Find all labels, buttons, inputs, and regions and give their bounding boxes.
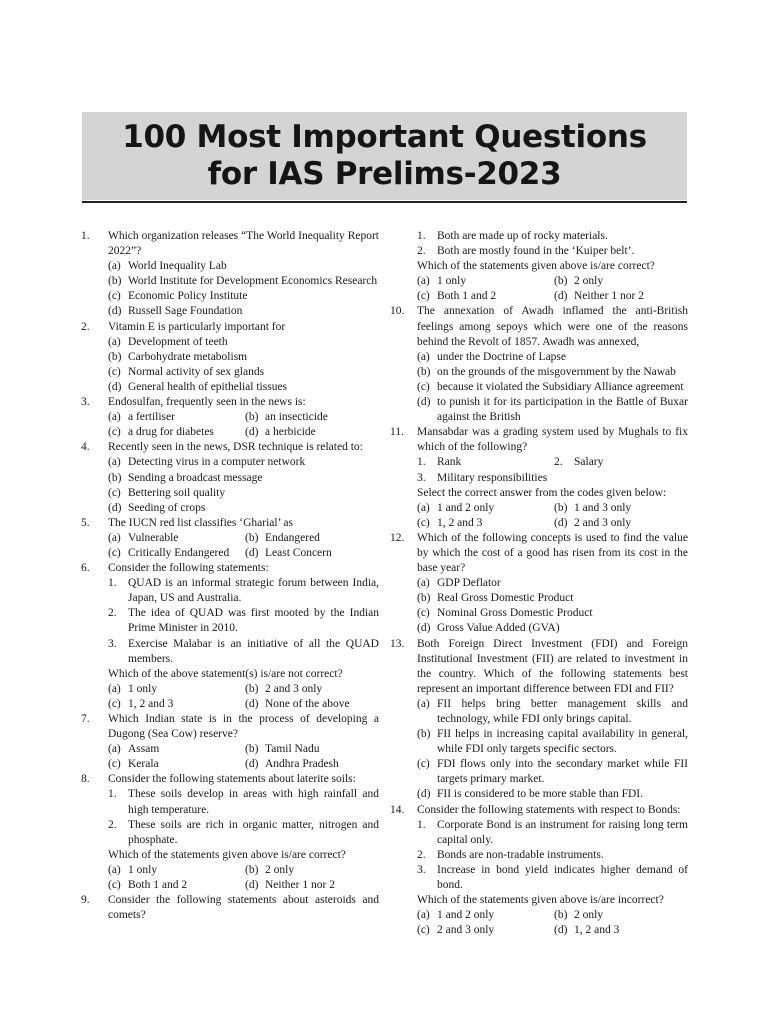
question-text: The annexation of Awadh inflamed the anti-British feelings among sepoys which were one of the reasons behind the Revolt of 1857. Awadh was annexed,: [417, 305, 688, 348]
question-prompt: Which of the statements given above is/are correct?: [417, 260, 655, 273]
statement-3: 3. Exercise Malabar is an initiative of all the QUAD members.: [108, 637, 379, 665]
option-d: (d) Neither 1 nor 2: [245, 879, 335, 892]
options-row: [108, 531, 379, 546]
question-10: [390, 304, 688, 349]
question-text: The IUCN red list classifies ‘Gharial’ as: [108, 516, 294, 529]
question-9-continued: [390, 229, 688, 304]
option-c: (c) 1, 2 and 3: [417, 516, 483, 529]
question-text: Consider the following statements:: [108, 562, 269, 575]
option-c: (c) Economic Policy Institute: [108, 290, 248, 303]
question-5: [81, 516, 379, 531]
question-text: Vitamin E is particularly important for: [108, 320, 286, 333]
option-c: (c) Nominal Gross Domestic Product: [417, 607, 593, 620]
option-d: (d) Russell Sage Foundation: [108, 305, 243, 318]
question-7: [81, 712, 379, 742]
option-c: (c) Both 1 and 2: [417, 290, 497, 303]
option-b: (b) Endangered: [245, 531, 320, 544]
question-number: 5.: [81, 516, 90, 529]
question-prompt: Which of the above statement(s) is/are not correct?: [108, 667, 343, 680]
statement-3: 3. Military responsibilities: [417, 471, 548, 484]
question-12: [390, 531, 688, 576]
statement-2: 2. Both are mostly found in the ‘Kuiper belt’.: [417, 245, 635, 258]
question-text: Consider the following statements about laterite soils:: [108, 773, 356, 786]
question-number: 7.: [81, 713, 90, 725]
right-column: [390, 229, 688, 938]
question-6: [81, 561, 379, 576]
statement-1: 1. QUAD is an informal strategic forum between India, Japan, US and Australia.: [108, 577, 379, 605]
option-a: (a) 1 and 2 only: [417, 501, 495, 514]
option-a: (a) GDP Deflator: [417, 577, 501, 590]
option-d: (d) Neither 1 nor 2: [554, 290, 644, 303]
option-d: (d) 2 and 3 only: [554, 516, 632, 529]
option-b: (b) 2 only: [554, 275, 604, 288]
option-b: (b) World Institute for Development Economics Research: [108, 275, 378, 288]
option-d: (d) Andhra Pradesh: [245, 758, 339, 771]
question-4: [81, 440, 379, 455]
options-row: [108, 863, 379, 878]
question-text: Which of the following concepts is used to find the value by which the cost of a good has risen from its cost in the base year?: [417, 531, 688, 575]
option-b: (b) Carbohydrate metabolism: [108, 350, 248, 363]
question-number: 6.: [81, 562, 90, 575]
option-b: (b) Sending a broadcast message: [108, 471, 263, 484]
option-c: (c) FDI flows only into the secondary market while FII targets primary market.: [417, 758, 688, 786]
option-b: (b) 1 and 3 only: [554, 501, 632, 514]
question-text: Endosulfan, frequently seen in the news is:: [108, 396, 306, 409]
question-number: 2.: [81, 320, 90, 333]
question-number: 14.: [390, 803, 405, 816]
option-d: (d) to punish it for its participation in the Battle of Buxar against the British: [417, 396, 688, 424]
left-column: [81, 229, 379, 923]
options-row: [108, 697, 379, 712]
question-text: Which Indian state is in the process of developing a Dugong (Sea Cow) reserve?: [108, 713, 379, 741]
question-number: 13.: [390, 637, 405, 650]
question-text: Consider the following statements with respect to Bonds:: [417, 803, 681, 816]
statement-2: 2. The idea of QUAD was first mooted by the Indian Prime Minister in 2010.: [108, 607, 379, 635]
option-d: (d) General health of epithelial tissues: [108, 380, 288, 393]
option-a: (a) Vulnerable: [108, 531, 179, 544]
option-d: (d) a herbicide: [245, 426, 316, 439]
options-row: [417, 923, 688, 938]
question-9: [81, 893, 379, 923]
statement-1: 1. Corporate Bond is an instrument for raising long term capital only.: [417, 818, 688, 846]
option-b: (b) 2 only: [554, 909, 604, 922]
option-c: (c) Kerala: [108, 758, 159, 771]
question-14: [390, 803, 688, 818]
question-number: 4.: [81, 441, 90, 454]
question-3: [81, 395, 379, 410]
option-c: (c) because it violated the Subsidiary Alliance agreement: [417, 380, 684, 393]
options-row: [417, 289, 688, 304]
question-number: 8.: [81, 773, 90, 786]
statement-2: 2. Bonds are non-tradable instruments.: [417, 848, 604, 861]
options-row: [108, 878, 379, 893]
option-d: (d) 1, 2 and 3: [554, 924, 620, 937]
option-a: (a) 1 only: [108, 863, 158, 876]
options-row: [108, 742, 379, 757]
question-8: [81, 772, 379, 787]
question-prompt: Select the correct answer from the codes given below:: [417, 486, 667, 499]
option-a: (a) under the Doctrine of Lapse: [417, 350, 567, 363]
title-divider: [82, 201, 687, 203]
option-b: (b) 2 only: [245, 863, 295, 876]
question-2: [81, 320, 379, 335]
question-prompt: Which of the statements given above is/are incorrect?: [417, 894, 664, 907]
options-row: [417, 274, 688, 289]
option-a: (a) World Inequality Lab: [108, 260, 227, 273]
option-b: (b) on the grounds of the misgovernment by the Nawab: [417, 365, 676, 378]
option-d: (d) None of the above: [245, 697, 350, 710]
question-number: 1.: [81, 230, 90, 242]
option-a: (a) Development of teeth: [108, 335, 228, 348]
statement-1: 1. Rank: [417, 456, 462, 469]
option-a: (a) Assam: [108, 743, 160, 756]
option-a: (a) 1 only: [417, 275, 467, 288]
statement-3: 3. Increase in bond yield indicates higher demand of bond.: [417, 863, 688, 892]
options-row: [108, 757, 379, 772]
options-row: [108, 546, 379, 561]
statement-1: 1. These soils develop in areas with high rainfall and high temperature.: [108, 788, 379, 816]
options-row: [417, 516, 688, 531]
statements-row: [417, 455, 688, 470]
option-a: (a) 1 only: [108, 682, 158, 695]
option-a: (a) a fertiliser: [108, 411, 175, 424]
option-a: (a) 1 and 2 only: [417, 909, 495, 922]
options-row: [108, 425, 379, 440]
question-number: 3.: [81, 396, 90, 409]
option-c: (c) 1, 2 and 3: [108, 697, 174, 710]
statement-2: 2. These soils are rich in organic matter, nitrogen and phosphate.: [108, 818, 379, 846]
option-c: (c) 2 and 3 only: [417, 924, 495, 937]
options-row: [417, 501, 688, 516]
option-c: (c) Bettering soil quality: [108, 486, 226, 499]
option-d: (d) Seeding of crops: [108, 501, 206, 514]
option-a: (a) FII helps bring better management skills and technology, while FDI only brings capital.: [417, 697, 688, 725]
options-row: [417, 908, 688, 923]
question-number: 11.: [390, 426, 404, 439]
title-banner: [82, 112, 687, 200]
page-title-line-1: 100 Most Important Questions: [122, 119, 647, 155]
question-text: Mansabdar was a grading system used by Mughals to fix which of the following?: [417, 426, 688, 454]
question-text: Which organization releases “The World Inequality Report 2022”?: [108, 230, 379, 258]
options-row: [108, 410, 379, 425]
options-row: [108, 682, 379, 697]
option-c: (c) a drug for diabetes: [108, 426, 214, 439]
option-c: (c) Normal activity of sex glands: [108, 365, 265, 378]
question-prompt: Which of the statements given above is/are correct?: [108, 848, 346, 861]
option-d: (d) FII is considered to be more stable than FDI.: [417, 788, 643, 801]
option-b: (b) Tamil Nadu: [245, 743, 320, 756]
statement-1: 1. Both are made up of rocky materials.: [417, 230, 608, 242]
question-text: Recently seen in the news, DSR technique is related to:: [108, 441, 363, 454]
question-13: [390, 637, 688, 697]
option-d: (d) Least Concern: [245, 546, 332, 559]
option-b: (b) FII helps in increasing capital availability in general, while FDI only targets specific sectors.: [417, 728, 688, 756]
question-1: [81, 229, 379, 259]
option-b: (b) Real Gross Domestic Product: [417, 592, 574, 605]
question-number: 10.: [390, 305, 405, 318]
option-b: (b) 2 and 3 only: [245, 682, 323, 695]
question-11: [390, 425, 688, 455]
option-d: (d) Gross Value Added (GVA): [417, 622, 560, 635]
question-text: Consider the following statements about asteroids and comets?: [108, 894, 379, 922]
statement-2: 2. Salary: [554, 456, 604, 469]
option-a: (a) Detecting virus in a computer network: [108, 456, 306, 469]
question-number: 12.: [390, 531, 405, 544]
page-title-line-2: for IAS Prelims-2023: [207, 156, 562, 192]
question-text: Both Foreign Direct Investment (FDI) and Foreign Institutional Investment (FII) are related to investment in the country. Which of the following statements best represent an important difference between FDI and FII?: [417, 637, 688, 695]
question-number: 9.: [81, 894, 90, 907]
option-b: (b) an insecticide: [245, 411, 328, 424]
option-c: (c) Both 1 and 2: [108, 879, 188, 892]
option-c: (c) Critically Endangered: [108, 546, 230, 559]
